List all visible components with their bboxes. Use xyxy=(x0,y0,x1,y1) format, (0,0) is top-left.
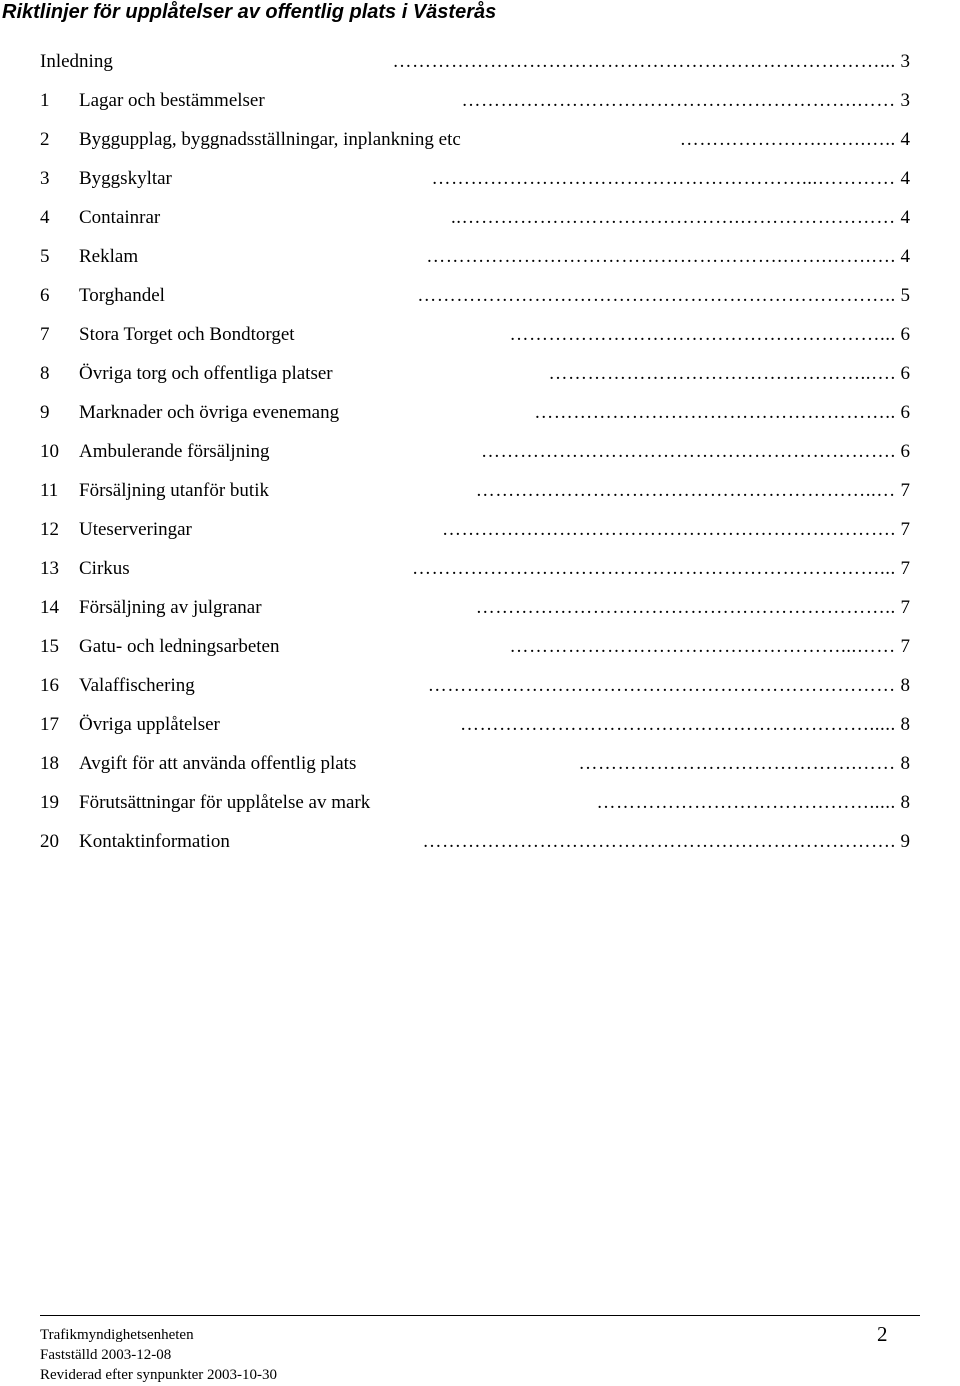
toc-leader-dots: ………………………………………………………. xyxy=(481,441,896,462)
toc-entry xyxy=(40,362,910,401)
toc-entry-page: 7 xyxy=(900,636,910,657)
toc-entry-leader xyxy=(476,479,910,503)
toc-entry-leader xyxy=(597,791,911,815)
toc-leader-dots: ……………………………………..... xyxy=(596,792,896,813)
toc-entry-number: 17 xyxy=(40,714,59,735)
toc-entry-leader xyxy=(510,323,911,347)
toc-leader-dots: …………………………………………………………………... xyxy=(392,51,896,72)
toc-entry-page: 8 xyxy=(900,714,910,735)
toc-entry xyxy=(40,479,910,518)
toc-entry-page: 9 xyxy=(900,831,910,852)
toc-entry-page: 3 xyxy=(900,90,910,111)
toc-entry xyxy=(40,323,910,362)
toc-entry-number: 11 xyxy=(40,480,59,501)
toc-entry-label: Lagar och bestämmelser xyxy=(79,90,265,111)
toc-entry-page: 5 xyxy=(900,285,910,306)
toc-entry-label: Inledning xyxy=(40,51,113,72)
toc-entry-label: Övriga upplåtelser xyxy=(79,714,220,735)
toc-entry-leader xyxy=(579,752,911,776)
toc-entry-number: 8 xyxy=(40,363,50,384)
toc-entry-leader xyxy=(534,401,910,425)
toc-entry-leader xyxy=(549,362,911,386)
toc-entry-label: Gatu- och ledningsarbeten xyxy=(79,636,280,657)
toc-entry-page: 7 xyxy=(900,519,910,540)
toc-leader-dots: ………………….…….….. xyxy=(679,129,896,150)
toc-entry-label: Containrar xyxy=(79,207,161,228)
toc-entry-page: 6 xyxy=(900,324,910,345)
toc-entry-leader xyxy=(680,128,910,152)
toc-entry-label: Uteserveringar xyxy=(79,519,192,540)
toc-entry-number: 6 xyxy=(40,285,50,306)
toc-leader-dots: …………………………………………………... xyxy=(509,324,896,345)
toc-entry-page: 7 xyxy=(900,597,910,618)
toc-entry-page: 8 xyxy=(900,753,910,774)
toc-leader-dots: ……………………………………………………………. xyxy=(442,519,896,540)
page-number: 2 xyxy=(877,1322,888,1346)
toc-entry-leader xyxy=(393,50,911,74)
toc-leader-dots: ..…………………………………….…………………… xyxy=(451,207,896,228)
toc-entry-number: 2 xyxy=(40,129,50,150)
toc-entry xyxy=(40,206,910,245)
toc-entry-number: 16 xyxy=(40,675,59,696)
toc-entry-page: 8 xyxy=(900,792,910,813)
toc-entry-number: 15 xyxy=(40,636,59,657)
toc-entry xyxy=(40,128,910,167)
toc-entry-label: Marknader och övriga evenemang xyxy=(79,402,340,423)
toc-entry xyxy=(40,245,910,284)
toc-entry xyxy=(40,830,910,869)
toc-entry-page: 3 xyxy=(900,51,910,72)
toc-entry-page: 6 xyxy=(900,363,910,384)
toc-entry-label: Byggskyltar xyxy=(79,168,172,189)
toc-leader-dots: ………………………………………………………………... xyxy=(412,558,896,579)
toc-entry xyxy=(40,674,910,713)
toc-entry-number: 3 xyxy=(40,168,50,189)
document-title: Riktlinjer för upplåtelser av offentlig plats i Västerås xyxy=(2,1,497,23)
toc-entry-page: 8 xyxy=(900,675,910,696)
toc-entry xyxy=(40,791,910,830)
toc-entry-number: 13 xyxy=(40,558,59,579)
toc-entry xyxy=(40,635,910,674)
toc-entry-number: 7 xyxy=(40,324,50,345)
toc-leader-dots: ……………………………………………….. xyxy=(534,402,896,423)
toc-entry-page: 4 xyxy=(900,168,910,189)
toc-entry xyxy=(40,713,910,752)
toc-entry xyxy=(40,596,910,635)
toc-entry xyxy=(40,440,910,479)
toc-entry-label: Torghandel xyxy=(79,285,165,306)
toc-leader-dots: ……………………………………………….…….…….…. xyxy=(426,246,896,267)
toc-leader-dots: ……………………………………………………………… xyxy=(427,675,896,696)
toc-entry xyxy=(40,752,910,791)
toc-entry-label: Kontaktinformation xyxy=(79,831,230,852)
toc-entry-page: 4 xyxy=(900,246,910,267)
toc-leader-dots: ……………………………………………………………….. xyxy=(417,285,896,306)
toc-entry-page: 4 xyxy=(900,129,910,150)
toc-entry-label: Valaffischering xyxy=(79,675,195,696)
toc-entry-number: 20 xyxy=(40,831,59,852)
toc-entry-number: 18 xyxy=(40,753,59,774)
toc-entry-number: 19 xyxy=(40,792,59,813)
toc-entry-leader xyxy=(510,635,911,659)
toc-entry-number: 1 xyxy=(40,90,50,111)
toc-entry-leader xyxy=(451,206,910,230)
toc-entry-number: 9 xyxy=(40,402,50,423)
toc-entry-label: Försäljning utanför butik xyxy=(79,480,269,501)
toc-entry-label: Reklam xyxy=(79,246,139,267)
toc-leader-dots: ………………………………………………………..... xyxy=(460,714,896,735)
toc-leader-dots: ……………………………………………...…… xyxy=(509,636,896,657)
toc-entry-label: Stora Torget och Bondtorget xyxy=(79,324,295,345)
toc-entry-leader xyxy=(423,830,911,854)
toc-entry-page: 7 xyxy=(900,558,910,579)
footer-divider xyxy=(40,1315,920,1316)
footer-revised-date: Reviderad efter synpunkter 2003-10-30 xyxy=(40,1367,278,1383)
toc-entry-label: Övriga torg och offentliga platser xyxy=(79,363,333,384)
toc-entry xyxy=(40,518,910,557)
toc-leader-dots: …………………………………………………...………… xyxy=(431,168,896,189)
toc-entry xyxy=(40,50,910,89)
toc-entry xyxy=(40,284,910,323)
toc-entry-leader xyxy=(481,440,910,464)
toc-entry xyxy=(40,167,910,206)
toc-entry-number: 5 xyxy=(40,246,50,267)
toc-entry-number: 10 xyxy=(40,441,59,462)
toc-entry-leader xyxy=(426,245,910,269)
toc-entry-leader xyxy=(417,284,910,308)
toc-entry-page: 6 xyxy=(900,402,910,423)
toc-leader-dots: …………………………………………..…. xyxy=(548,363,896,384)
toc-entry-label: Ambulerande försäljning xyxy=(79,441,270,462)
toc-entry-leader xyxy=(412,557,910,581)
toc-entry-leader xyxy=(460,713,910,737)
toc-leader-dots: ……………………………………………………….. xyxy=(475,597,896,618)
toc-leader-dots: ………………………………………………………………. xyxy=(422,831,896,852)
toc-entry-label: Byggupplag, byggnadsställningar, inplankning etc xyxy=(79,129,461,150)
toc-entry-leader xyxy=(432,167,911,191)
toc-entry-label: Förutsättningar för upplåtelse av mark xyxy=(79,792,371,813)
toc-leader-dots: …………………………………….…… xyxy=(578,753,896,774)
toc-entry-label: Cirkus xyxy=(79,558,130,579)
toc-entry xyxy=(40,401,910,440)
toc-leader-dots: ……………………………………………………..… xyxy=(475,480,896,501)
toc-entry-label: Avgift för att använda offentlig plats xyxy=(79,753,357,774)
toc-entry-leader xyxy=(442,518,910,542)
toc-entry-number: 4 xyxy=(40,207,50,228)
toc-leader-dots: …………………………………………………….…… xyxy=(461,90,896,111)
table-of-contents xyxy=(40,50,910,869)
footer-established-date: Fastställd 2003-12-08 xyxy=(40,1347,172,1363)
toc-entry-page: 6 xyxy=(900,441,910,462)
toc-entry-leader xyxy=(476,596,910,620)
toc-entry xyxy=(40,557,910,596)
toc-entry xyxy=(40,89,910,128)
toc-entry-label: Försäljning av julgranar xyxy=(79,597,262,618)
toc-entry-leader xyxy=(462,89,911,113)
footer-department: Trafikmyndighetsenheten xyxy=(40,1327,194,1343)
toc-entry-number: 12 xyxy=(40,519,59,540)
toc-entry-leader xyxy=(428,674,910,698)
toc-entry-page: 4 xyxy=(900,207,910,228)
footer xyxy=(40,1325,277,1385)
toc-entry-number: 14 xyxy=(40,597,59,618)
toc-entry-page: 7 xyxy=(900,480,910,501)
